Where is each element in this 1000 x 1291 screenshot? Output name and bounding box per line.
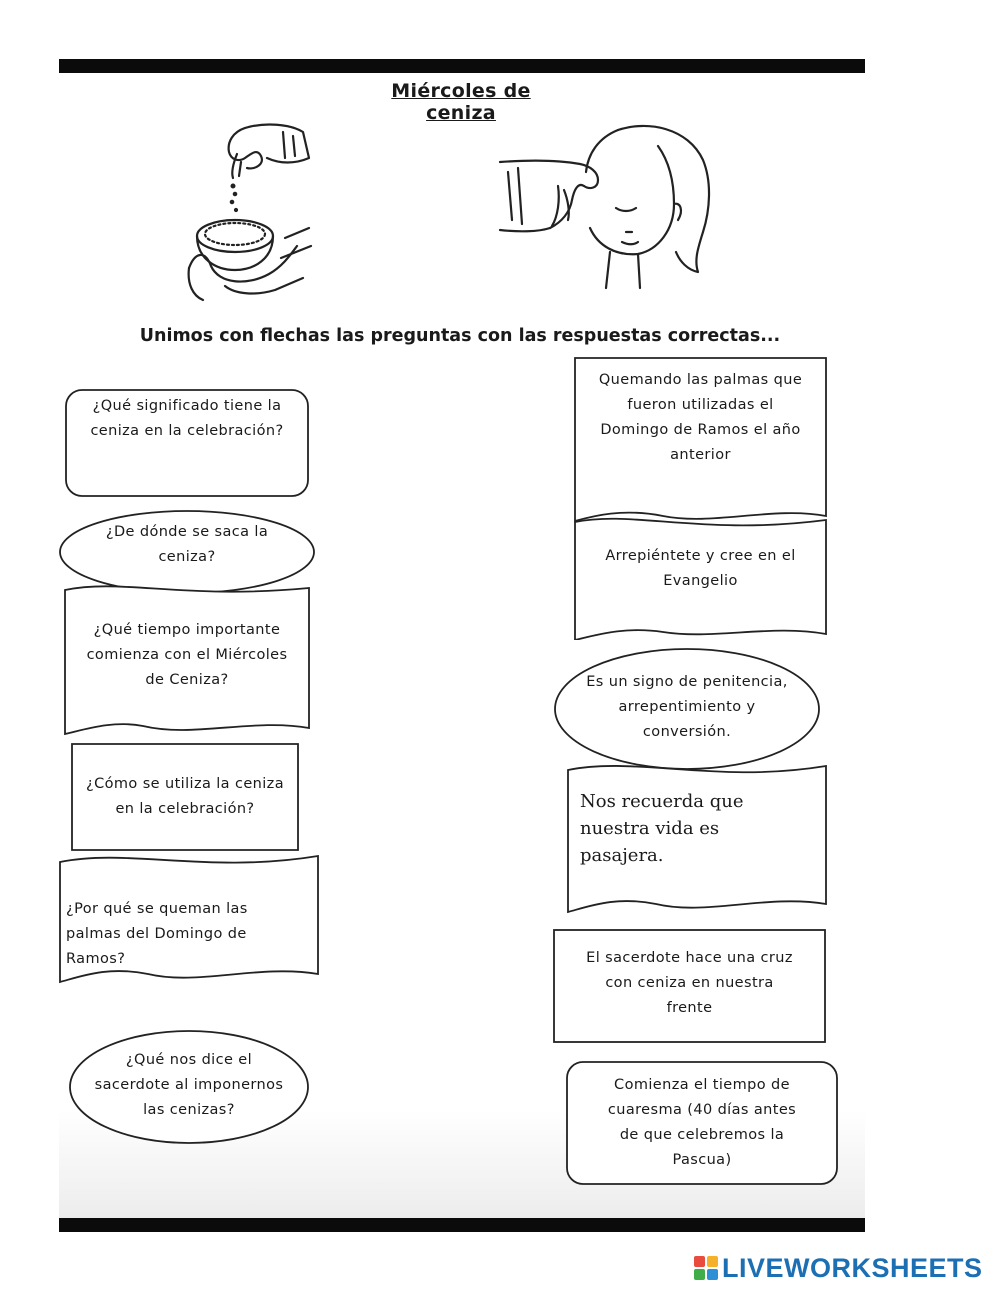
- worksheet-title: Miércoles de ceniza: [391, 80, 531, 124]
- question-card[interactable]: [58, 848, 320, 988]
- answer-card[interactable]: [573, 356, 828, 526]
- instructions: Unimos con flechas las preguntas con las respuestas correctas...: [139, 326, 781, 346]
- answer-text: Es un signo de penitencia, arrepentimiento y conversión.: [586, 674, 788, 740]
- question-text: ¿Qué tiempo importante comienza con el Miércoles de Ceniza?: [86, 622, 288, 688]
- forehead-cross-illustration: [498, 120, 718, 300]
- answer-text: El sacerdote hace una cruz con ceniza en nuestra frente: [586, 950, 793, 1016]
- question-text: ¿Qué significado tiene la ceniza en la celebración?: [90, 398, 284, 439]
- question-text: ¿Cómo se utiliza la ceniza en la celebración?: [86, 776, 284, 817]
- answer-card[interactable]: [565, 1060, 839, 1186]
- answer-card[interactable]: [552, 646, 822, 772]
- question-card[interactable]: [70, 742, 300, 860]
- bottom-border: [59, 1218, 865, 1232]
- question-text: ¿Qué nos dice el sacerdote al imponernos las cenizas?: [94, 1052, 284, 1118]
- answer-text: Nos recuerda que nuestra vida es pasajera.: [580, 791, 744, 866]
- question-card[interactable]: [63, 578, 311, 738]
- answer-text: Quemando las palmas que fueron utilizadas el Domingo de Ramos el año anterior: [598, 372, 803, 463]
- question-card[interactable]: [67, 1028, 311, 1146]
- question-text: ¿Por qué se queman las palmas del Domingo de Ramos?: [66, 901, 248, 967]
- brand-name: LIVEWORKSHEETS: [722, 1252, 983, 1283]
- question-card[interactable]: [64, 388, 310, 498]
- answer-card[interactable]: [552, 928, 827, 1044]
- logo-grid-icon: [694, 1256, 718, 1280]
- question-text: ¿De dónde se saca la ceniza?: [105, 524, 269, 565]
- liveworksheets-logo[interactable]: [694, 1252, 983, 1284]
- answer-text: Comienza el tiempo de cuaresma (40 días antes de que celebremos la Pascua): [607, 1077, 797, 1168]
- answer-card[interactable]: [566, 758, 828, 918]
- answer-card[interactable]: [573, 512, 828, 640]
- ash-bowl-illustration: [185, 118, 315, 308]
- answer-text: Arrepiéntete y cree en el Evangelio: [605, 548, 796, 589]
- top-border: [59, 59, 865, 73]
